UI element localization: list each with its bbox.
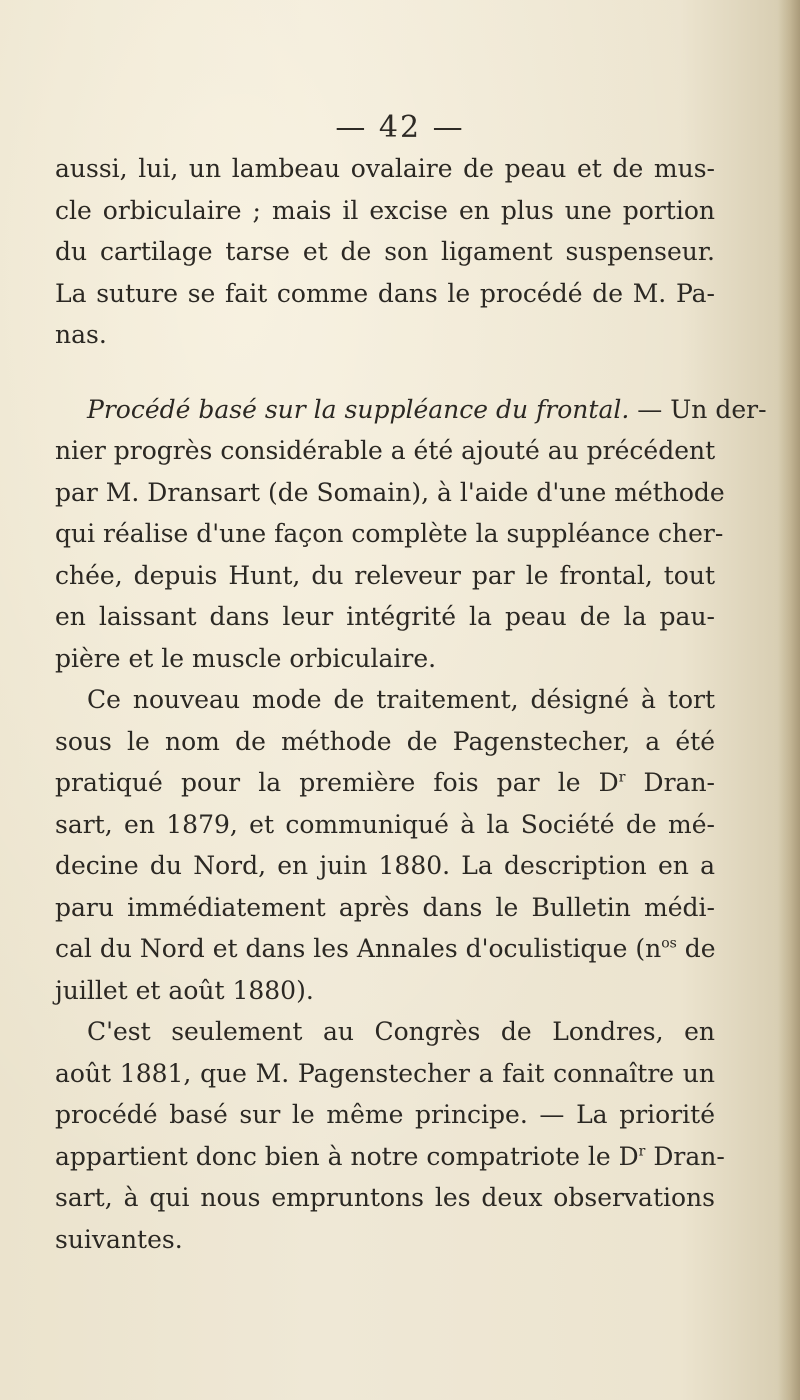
text-line: La suture se fait comme dans le procédé de M. Pa- (55, 278, 715, 308)
superscript: r (638, 1143, 646, 1160)
text-line: sous le nom de méthode de Pagenstecher, a été (55, 726, 715, 756)
text-line: paru immédiatement après dans le Bulletin médi- (55, 892, 715, 922)
text-line: Ce nouveau mode de traitement, désigné à tort (87, 685, 715, 714)
text-line: du cartilage tarse et de son ligament suspenseur. (55, 237, 715, 266)
text-line: pière et le muscle orbiculaire. (55, 643, 437, 673)
text-line: C'est seulement au Congrès de Londres, en (87, 1017, 715, 1046)
text-line-heading (55, 389, 767, 431)
text-line: août 1881, que M. Pagenstecher a fait connaître un (55, 1058, 715, 1088)
superscript: os (661, 935, 677, 952)
text-fragment: appartient donc bien à notre compatriote le D (55, 1141, 639, 1171)
text-fragment: Dran- (625, 768, 715, 797)
text-line: decine du Nord, en juin 1880. La description en a (55, 851, 715, 880)
page-edge-shadow (778, 0, 800, 1400)
section-heading: Procédé basé sur la suppléance du frontal. (87, 394, 630, 424)
heading-continuation: — Un der- (629, 394, 767, 424)
text-line: nier progrès considérable a été ajouté au précédent (55, 436, 716, 465)
body-text (55, 148, 767, 1260)
paragraph-gap (55, 356, 715, 389)
text-fragment: de (676, 934, 716, 963)
paragraph-1 (55, 148, 715, 356)
text-line: suivantes. (55, 1224, 183, 1254)
superscript: r (618, 769, 626, 786)
text-line (55, 762, 715, 804)
text-line: qui réalise d'une façon complète la suppléance cher- (55, 519, 724, 548)
text-line: chée, depuis Hunt, du releveur par le frontal, tout (55, 560, 715, 590)
text-fragment: Dran- (645, 1141, 725, 1171)
text-line (55, 1136, 725, 1178)
text-line: aussi, lui, un lambeau ovalaire de peau et de mus- (55, 154, 715, 183)
text-fragment: pratiqué pour la première fois par le D (55, 768, 619, 797)
text-line: nas. (55, 320, 107, 349)
paragraph-2 (55, 389, 767, 680)
text-line: en laissant dans leur intégrité la peau de la pau- (55, 602, 715, 631)
paragraph-4 (55, 1011, 725, 1260)
text-line: sart, en 1879, et communiqué à la Société de mé- (55, 809, 715, 839)
text-line: sart, à qui nous empruntons les deux observations (55, 1183, 715, 1212)
text-line: cle orbiculaire ; mais il excise en plus une portion (55, 195, 715, 225)
text-fragment: cal du Nord et dans les Annales d'oculistique (n (55, 934, 662, 963)
text-line: juillet et août 1880). (55, 975, 314, 1005)
page-number: — 42 — (335, 110, 465, 145)
paragraph-3 (55, 679, 715, 1011)
text-line: par M. Dransart (de Somain), à l'aide d'une méthode (55, 477, 725, 507)
text-line: procédé basé sur le même principe. — La priorité (55, 1100, 715, 1129)
text-line (55, 928, 715, 970)
